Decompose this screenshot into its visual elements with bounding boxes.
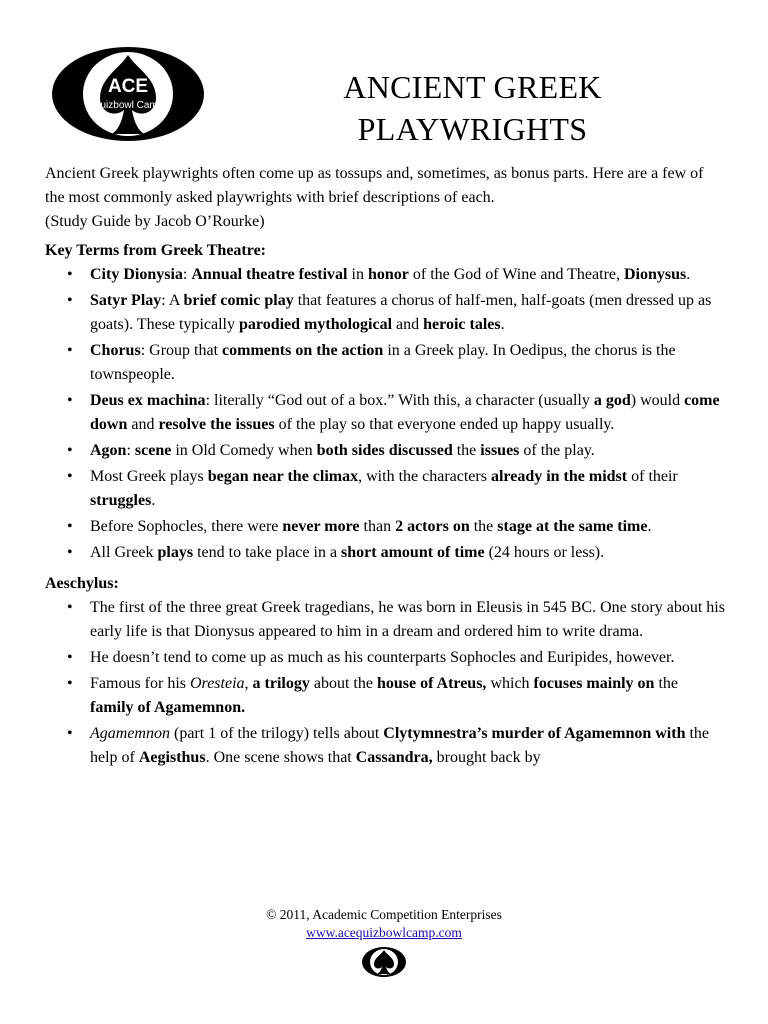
text-run: about the (309, 675, 377, 692)
text-run: come down (90, 392, 720, 433)
text-run: the (469, 518, 498, 535)
bullet-item (90, 339, 725, 387)
text-run: in Old Comedy when (171, 442, 317, 459)
logo-top-text: ACE (107, 76, 149, 97)
text-run: a trilogy (252, 675, 310, 692)
bullet-item (90, 722, 725, 770)
text-run: which (486, 675, 534, 692)
text-run: He doesn’t tend to come up as much as his counterparts Sophocles and Euripides, however. (90, 649, 675, 666)
text-run: a god (593, 392, 631, 409)
text-run: brought back by (432, 749, 541, 766)
footer (0, 906, 768, 942)
text-run: the (654, 675, 678, 692)
bullet-item (90, 263, 725, 287)
text-run: : (126, 442, 135, 459)
text-run: in (347, 266, 368, 283)
title-line-2: PLAYWRIGHTS (357, 111, 588, 147)
text-run: in a Greek play. In Oedipus, the chorus is the townspeople. (90, 342, 676, 383)
text-run: Agon (90, 442, 127, 459)
text-run: : (182, 266, 192, 283)
text-run: Chorus (90, 342, 141, 359)
page-title (270, 66, 675, 150)
text-run: both sides discussed (316, 442, 453, 459)
text-run: All Greek (90, 544, 158, 561)
title-line-1: ANCIENT GREEK (343, 69, 602, 105)
bullet-item (90, 515, 725, 539)
text-run: scene (134, 442, 172, 459)
text-run: never more (282, 518, 360, 535)
text-run: Annual theatre festival (191, 266, 348, 283)
bullet-item (90, 541, 725, 565)
text-run: parodied mythological (239, 316, 393, 333)
text-run: Cassandra, (355, 749, 433, 766)
text-run: of the play so that everyone ended up happy usually. (274, 416, 615, 433)
bullet-item (90, 646, 725, 670)
section-heading: Key Terms from Greek Theatre: (45, 242, 266, 259)
text-run: , (244, 675, 253, 692)
intro-paragraph (45, 162, 725, 234)
text-run: Famous for his (90, 675, 190, 692)
text-run: : Group that (140, 342, 223, 359)
text-run: family of Agamemnon. (90, 699, 246, 716)
bullet-item (90, 465, 725, 513)
ace-quizbowl-camp-logo (50, 42, 206, 146)
text-run: . One scene shows that (205, 749, 356, 766)
text-run: Aegisthus (138, 749, 206, 766)
copyright-text: © 2011, Academic Competition Enterprises (266, 907, 502, 922)
text-run: brief comic play (183, 292, 294, 309)
text-run: plays (157, 544, 194, 561)
text-run: . (500, 316, 505, 333)
text-run: Oresteia (190, 675, 245, 692)
text-run: focuses mainly on (533, 675, 655, 692)
text-run: struggles (90, 492, 152, 509)
text-run: Before Sophocles, there were (90, 518, 283, 535)
text-run: 2 actors on (395, 518, 470, 535)
text-run: heroic tales (423, 316, 501, 333)
text-run: (part 1 of the trilogy) tells about (169, 725, 384, 742)
text-run: began near the climax (207, 468, 359, 485)
sections-container (45, 239, 725, 770)
text-run: comments on the action (222, 342, 384, 359)
text-run: , with the characters (358, 468, 491, 485)
bullet-list (45, 596, 725, 770)
bullet-item (90, 672, 725, 720)
text-run: and (127, 416, 159, 433)
text-run: . (151, 492, 156, 509)
text-run: ) would (630, 392, 685, 409)
text-run: short amount of time (341, 544, 485, 561)
text-run: . (686, 266, 691, 283)
text-run: City Dionysia (90, 266, 183, 283)
text-run: tend to take place in a (193, 544, 342, 561)
text-run: Deus ex machina (90, 392, 206, 409)
text-run: Clytymnestra’s murder of Agamemnon with (383, 725, 686, 742)
text-run: issues (480, 442, 520, 459)
bullet-item (90, 439, 725, 463)
text-run: resolve the issues (158, 416, 275, 433)
text-run: : literally “God out of a box.” With this, a character (usually (205, 392, 594, 409)
text-run: The first of the three great Greek tragedians, he was born in Eleusis in 545 BC. One story about his early life is that Dionysus appeared to him in a dream and ordered him to write drama. (90, 599, 725, 640)
text-run: than (359, 518, 396, 535)
text-run: Dionysus (624, 266, 687, 283)
text-run: that features a chorus of half-men, half-goats (men dressed up as goats). These typically (90, 292, 712, 333)
text-run: (24 hours or less). (484, 544, 605, 561)
text-run: Agamemnon (90, 725, 170, 742)
text-run: of the God of Wine and Theatre, (408, 266, 624, 283)
intro-text: Ancient Greek playwrights often come up as tossups and, sometimes, as bonus parts. Here are a few of the most commonly asked playwrights with brief descriptions of each. (45, 165, 704, 206)
text-run: of their (627, 468, 678, 485)
section-heading: Aeschylus: (45, 575, 119, 592)
document-body (45, 162, 725, 777)
text-run: of the play. (519, 442, 595, 459)
text-run: stage at the same time (497, 518, 648, 535)
text-run: the (452, 442, 481, 459)
website-link[interactable]: www.acequizbowlcamp.com (306, 925, 462, 940)
text-run: the help of (90, 725, 710, 766)
bullet-item (90, 389, 725, 437)
text-run: house of Atreus, (376, 675, 487, 692)
text-run: Satyr Play (90, 292, 162, 309)
text-run: and (392, 316, 424, 333)
logo-bottom-text: Quizbowl Camp (92, 100, 164, 111)
text-run: : A (161, 292, 184, 309)
text-run: honor (367, 266, 409, 283)
text-run: already in the midst (490, 468, 628, 485)
text-run: . (647, 518, 652, 535)
bullet-item (90, 289, 725, 337)
bullet-list (45, 263, 725, 565)
bullet-item (90, 596, 725, 644)
footer-spade-logo (361, 946, 407, 978)
text-run: Most Greek plays (90, 468, 208, 485)
intro-credit: (Study Guide by Jacob O’Rourke) (45, 213, 265, 230)
